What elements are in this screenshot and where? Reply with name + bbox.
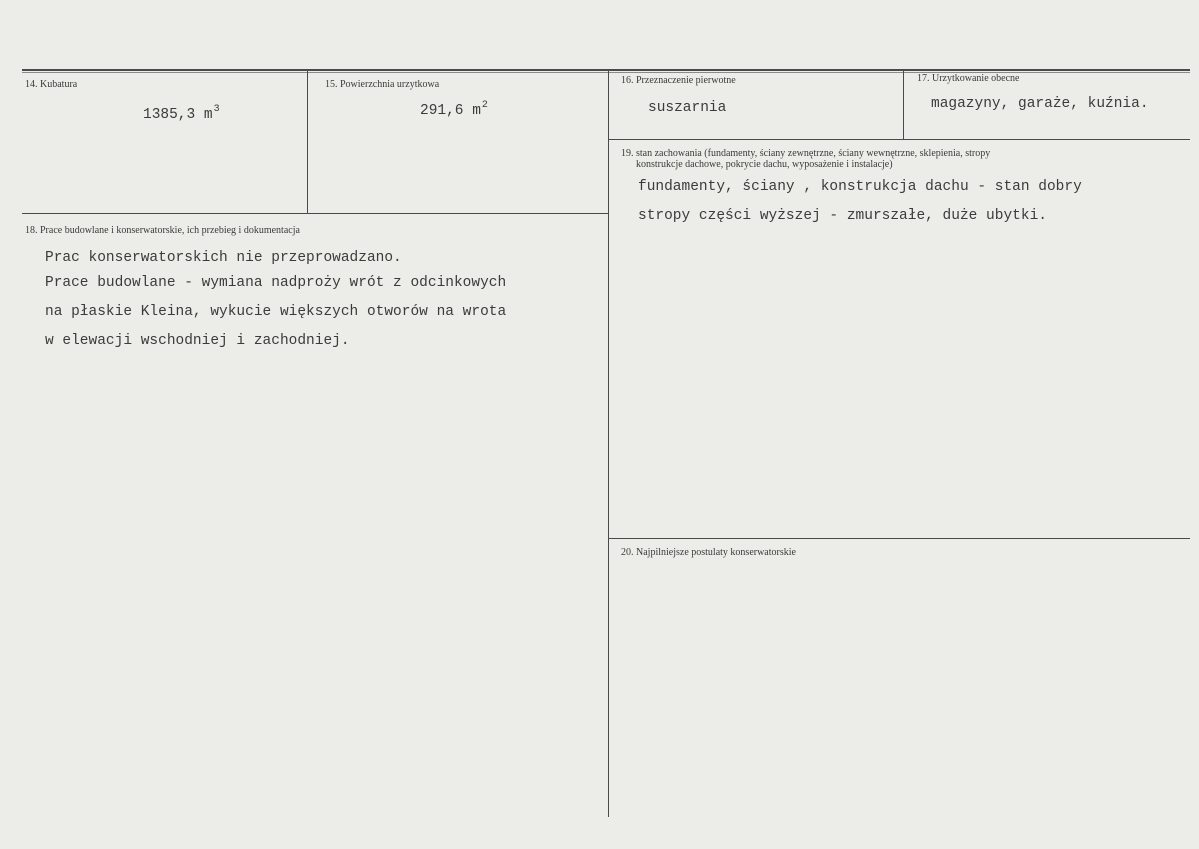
area-value: 291,6 m xyxy=(420,103,481,119)
field-15-value xyxy=(420,100,488,119)
field-14-label: 14. Kubatura xyxy=(25,79,78,90)
field-18-line: na płaskie Kleina, wykucie większych otworów na wrota xyxy=(45,304,507,320)
field-16-label: 16. Przeznaczenie pierwotne xyxy=(621,75,736,86)
field-18-label: 18. Prace budowlane i konserwatorskie, ich przebieg i dokumentacja xyxy=(25,225,300,236)
field-19-line: stropy części wyższej - zmurszałe, duże ubytki. xyxy=(638,208,1047,224)
field-17-label: 17. Urzytkowanie obecne xyxy=(917,73,1020,84)
top-rule xyxy=(22,69,1190,71)
divider-15-16 xyxy=(608,71,609,817)
field-14-value xyxy=(143,104,220,123)
field-20-label: 20. Najpilniejsze postulaty konserwatorskie xyxy=(621,547,796,558)
field-16-value: suszarnia xyxy=(648,100,727,116)
field-18-text xyxy=(45,244,506,356)
divider-16-17 xyxy=(903,71,904,139)
rule-under-16-17 xyxy=(609,139,1190,140)
field-15-label: 15. Powierzchnia urzytkowa xyxy=(325,79,440,90)
field-18-line: Prac konserwatorskich nie przeprowadzano. xyxy=(45,250,402,266)
area-exponent: 2 xyxy=(481,100,488,111)
field-19-text xyxy=(638,173,1082,231)
field-19-label-line1: 19. stan zachowania (fundamenty, ściany zewnętrzne, ściany wewnętrzne, sklepienia, stropy xyxy=(621,148,991,159)
field-19-label-line2: konstrukcje dachowe, pokrycie dachu, wyposażenie i instalacje) xyxy=(636,159,893,170)
rule-under-14-15 xyxy=(22,213,608,214)
field-18-line: w elewacji wschodniej i zachodniej. xyxy=(45,333,350,349)
field-19-line: fundamenty, ściany , konstrukcja dachu - stan dobry xyxy=(638,179,1082,195)
cubature-exponent: 3 xyxy=(213,104,220,115)
rule-above-20 xyxy=(609,538,1190,539)
field-17-value: magazyny, garaże, kuźnia. xyxy=(931,96,1149,112)
cubature-value: 1385,3 m xyxy=(143,107,213,123)
field-18-line: Prace budowlane - wymiana nadproży wrót z odcinkowych xyxy=(45,275,507,291)
divider-14-15 xyxy=(307,71,308,214)
